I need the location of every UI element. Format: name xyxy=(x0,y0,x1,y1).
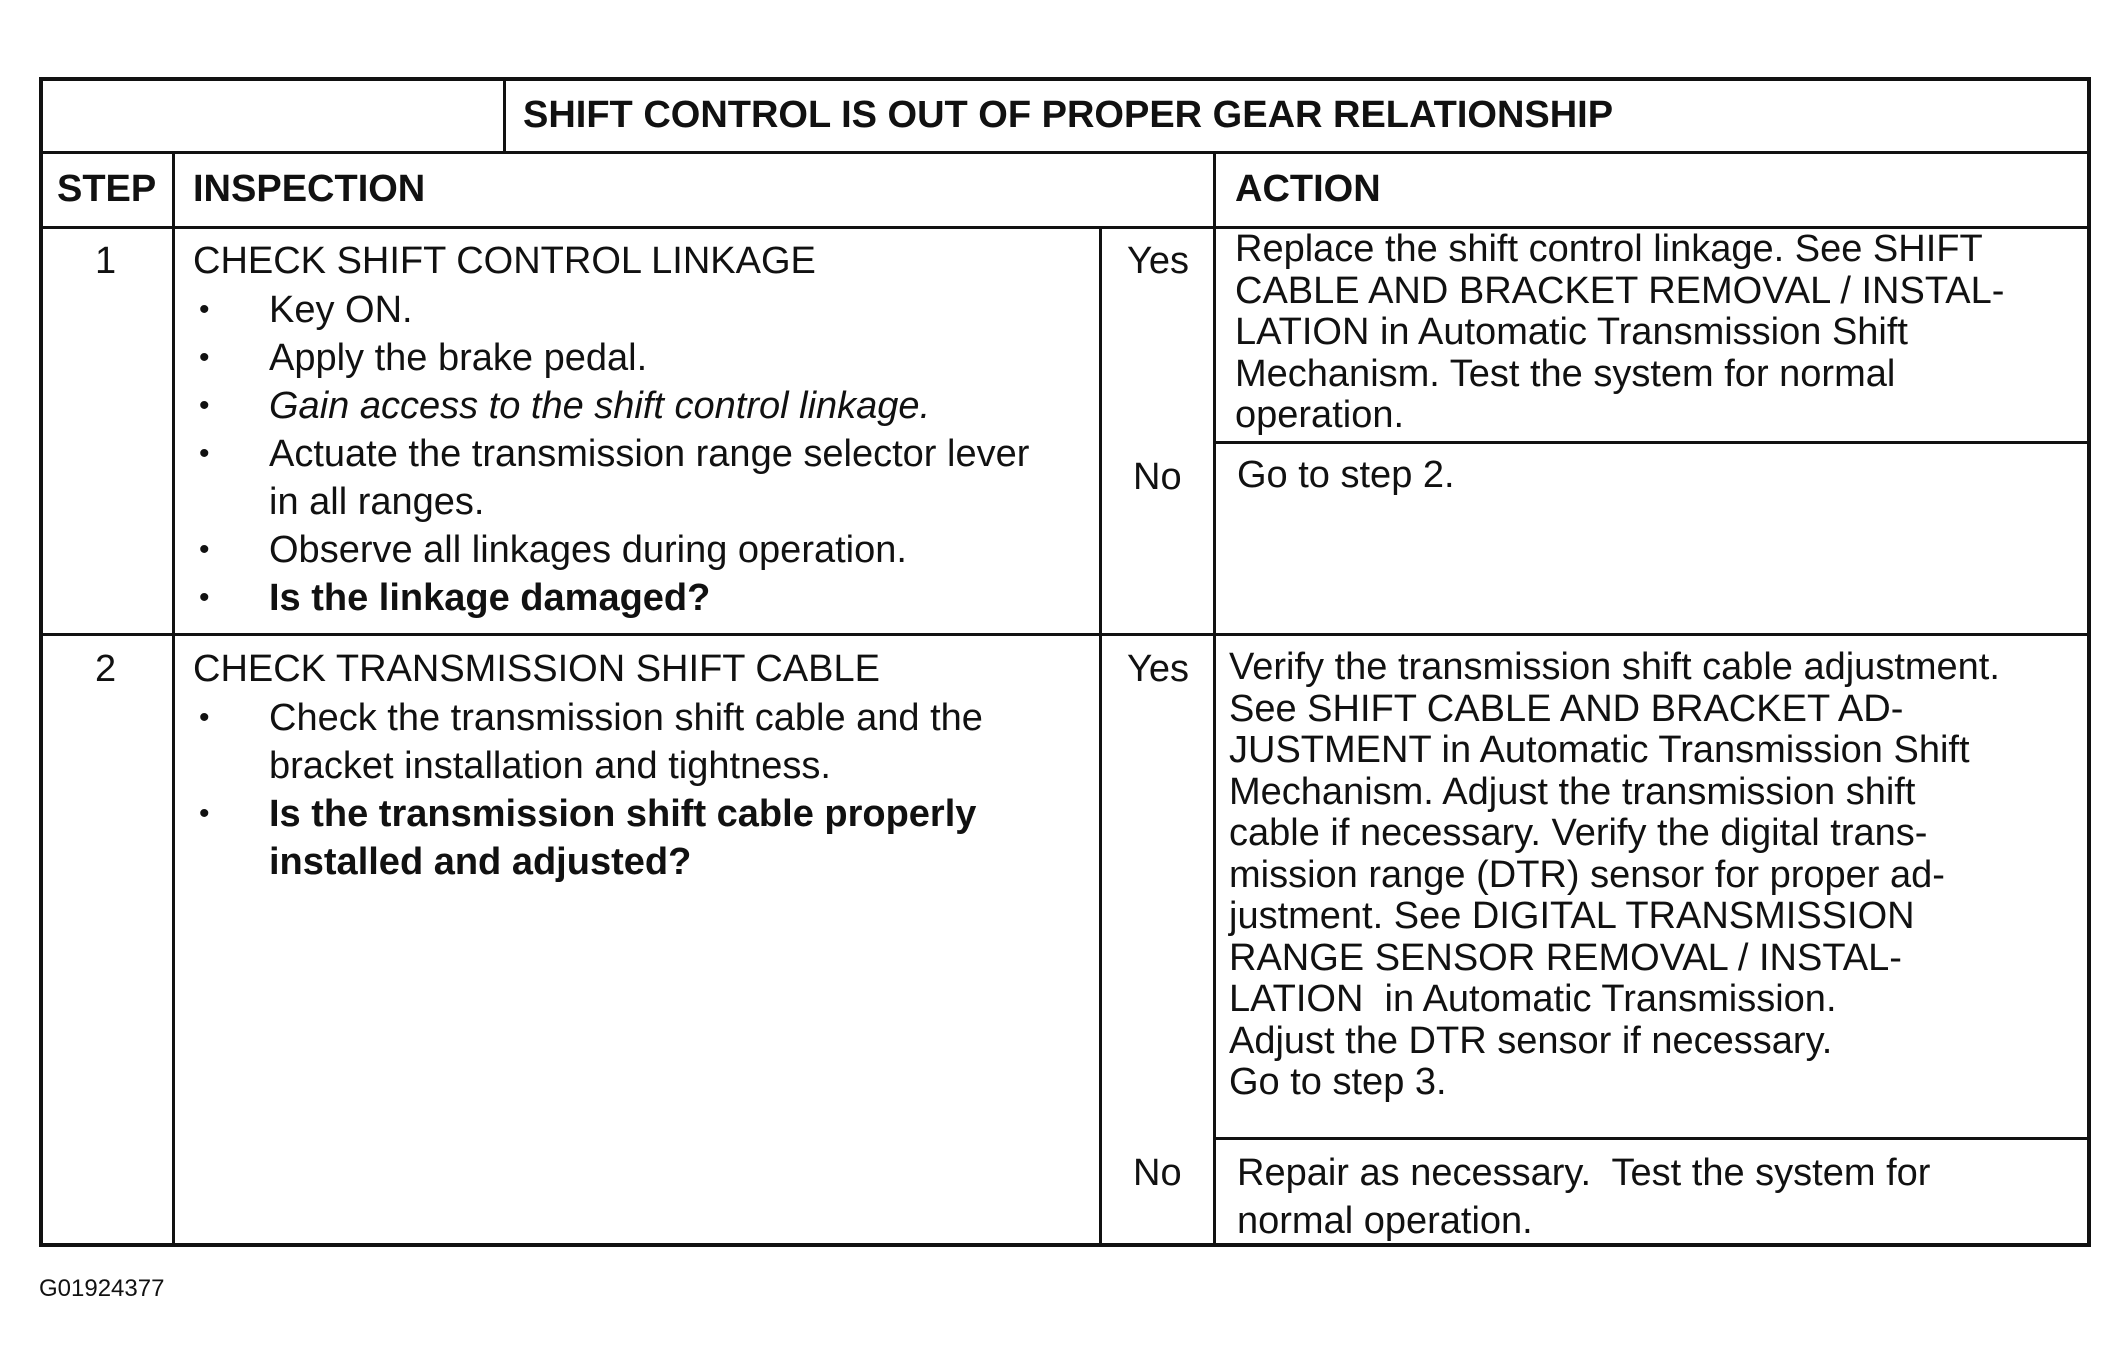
step1-yes-no-divider xyxy=(1216,441,2087,444)
action-line: Go to step 3. xyxy=(1229,1061,1447,1103)
action-line: Repair as necessary. Test the system for xyxy=(1237,1152,1931,1194)
action-line: Go to step 2. xyxy=(1237,454,1455,496)
header-action: ACTION xyxy=(1235,168,1381,210)
step-column-divider xyxy=(172,151,175,1243)
figure-id: G01924377 xyxy=(39,1275,165,1302)
header-inspection: INSPECTION xyxy=(193,168,426,210)
title-row-divider xyxy=(43,151,2087,154)
bullet-icon: • xyxy=(199,797,210,830)
action-line: Adjust the DTR sensor if necessary. xyxy=(1229,1019,1833,1062)
bullet-icon: • xyxy=(199,389,210,422)
bullet-text: in all ranges. xyxy=(269,481,485,523)
action-line: normal operation. xyxy=(1237,1200,1533,1242)
step1-no-label: No xyxy=(1133,456,1182,498)
bullet-text: Observe all linkages during operation. xyxy=(269,529,907,571)
step2-heading: CHECK TRANSMISSION SHIFT CABLE xyxy=(193,648,880,690)
title-left-cell-divider xyxy=(503,81,506,151)
diagnostic-table xyxy=(39,77,2091,1247)
bullet-icon: • xyxy=(199,293,210,326)
action-line: operation. xyxy=(1235,394,1405,436)
table-title: SHIFT CONTROL IS OUT OF PROPER GEAR RELATIONSHIP xyxy=(523,94,1614,136)
action-line: Verify the transmission shift cable adjustment. xyxy=(1229,646,2000,688)
bullet-text: Key ON. xyxy=(269,289,413,331)
bullet-icon: • xyxy=(199,581,210,614)
bullet-text: Is the linkage damaged? xyxy=(269,577,711,619)
bullet-text: Gain access to the shift control linkage. xyxy=(269,385,931,427)
action-line: See SHIFT CABLE AND BRACKET AD- xyxy=(1229,687,1904,730)
yes-no-column-divider xyxy=(1099,226,1102,1243)
bullet-icon: • xyxy=(199,437,210,470)
step1-number: 1 xyxy=(95,240,117,282)
step-divider xyxy=(43,633,2087,636)
step2-no-label: No xyxy=(1133,1152,1182,1194)
step2-number: 2 xyxy=(95,648,117,690)
bullet-text: Check the transmission shift cable and the xyxy=(269,697,983,739)
header-step: STEP xyxy=(57,168,157,210)
bullet-text: installed and adjusted? xyxy=(269,841,692,883)
action-line: justment. See DIGITAL TRANSMISSION xyxy=(1229,895,1915,937)
bullet-text: Actuate the transmission range selector lever xyxy=(269,433,1030,475)
step1-yes-label: Yes xyxy=(1127,240,1189,282)
action-line: JUSTMENT in Automatic Transmission Shift xyxy=(1229,729,1970,771)
step1-no-action xyxy=(1237,455,1455,497)
step2-no-action xyxy=(1237,1149,1930,1245)
step2-yes-no-divider xyxy=(1216,1137,2087,1140)
bullet-icon: • xyxy=(199,341,210,374)
action-line: mission range (DTR) sensor for proper ad- xyxy=(1229,853,1945,896)
action-line: LATION in Automatic Transmission Shift xyxy=(1235,311,1908,353)
action-line: LATION in Automatic Transmission. xyxy=(1229,978,1837,1020)
step2-yes-label: Yes xyxy=(1127,648,1189,690)
action-line: Mechanism. Adjust the transmission shift xyxy=(1229,770,1916,813)
bullet-icon: • xyxy=(199,533,210,566)
action-line: CABLE AND BRACKET REMOVAL / INSTAL- xyxy=(1235,269,2005,312)
action-line: RANGE SENSOR REMOVAL / INSTAL- xyxy=(1229,936,1902,979)
bullet-text: Apply the brake pedal. xyxy=(269,337,648,379)
action-line: Replace the shift control linkage. See SHIFT xyxy=(1235,228,1983,270)
action-line: cable if necessary. Verify the digital trans- xyxy=(1229,812,1928,854)
bullet-text: Is the transmission shift cable properly xyxy=(269,793,977,835)
step2-yes-action xyxy=(1229,647,2000,1104)
bullet-icon: • xyxy=(199,701,210,734)
action-column-divider xyxy=(1213,151,1216,1243)
bullet-text: bracket installation and tightness. xyxy=(269,745,831,787)
step1-heading: CHECK SHIFT CONTROL LINKAGE xyxy=(193,240,816,282)
step1-yes-action xyxy=(1235,229,2004,437)
action-line: Mechanism. Test the system for normal xyxy=(1235,352,1896,395)
